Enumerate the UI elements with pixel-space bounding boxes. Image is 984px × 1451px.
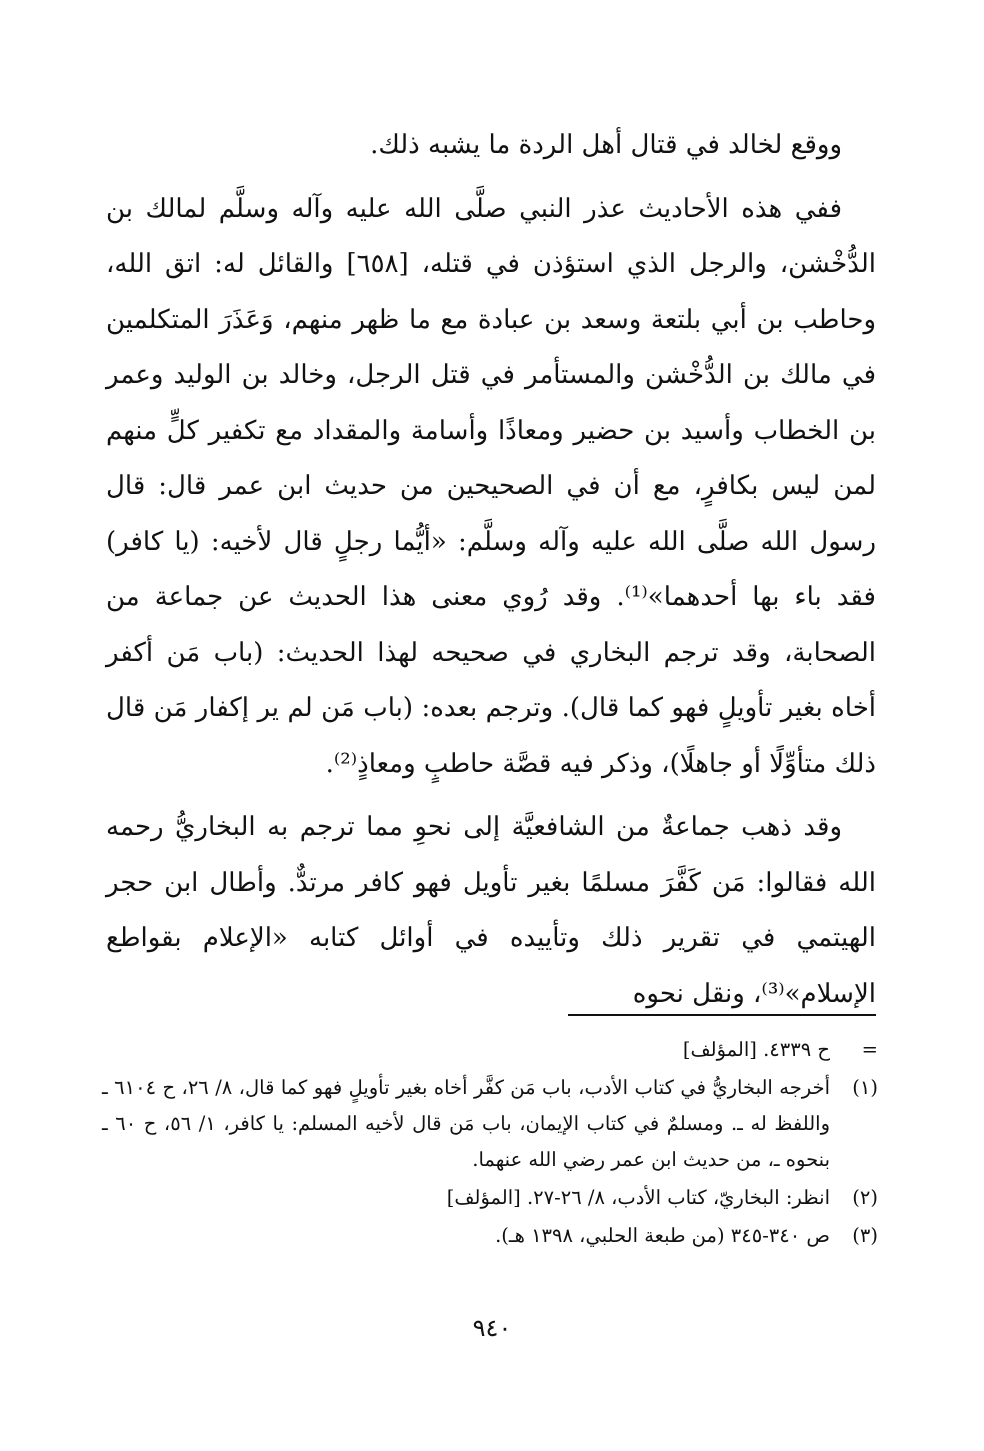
- footnote-2: [102, 1180, 878, 1216]
- paragraph-2: ففي هذه الأحاديث عذر النبي صلَّى الله عليه وآله وسلَّم لمالك بن الدُّخْشن، والرجل الذي استؤذن في قتله، [٦٥٨] والقائل له: اتق الله، وحاطب بن أبي بلتعة وسعد بن عبادة مع ما ظهر منهم، وَعَذَرَ المتكلمين في مالك بن الدُّخْشن والمستأمر في قتل الرجل، وخالد بن الوليد وعمر بن الخطاب وأسيد بن حضير ومعاذًا وأسامة والمقداد مع تكفير كلٍّ منهم لمن ليس بكافرٍ، مع أن في الصحيحين من حديث ابن عمر قال: قال رسول الله صلَّى الله عليه وآله وسلَّم: «أيُّما رجلٍ قال لأخيه: (يا كافر) فقد باء بها أحدهما»⁽¹⁾. وقد رُوي معنى هذا الحديث عن جماعة من الصحابة، وقد ترجم البخاري في صحيحه لهذا الحديث: (باب مَن أكفر أخاه بغير تأويلٍ فهو كما قال). وترجم بعده: (باب مَن لم ير إكفار مَن قال ذلك متأوِّلًا أو جاهلًا)، وذكر فيه قصَّة حاطبٍ ومعاذٍ⁽²⁾.: [106, 193, 876, 779]
- footnote-marker: (٢): [852, 1186, 878, 1209]
- page-number: ٩٤٠: [472, 1314, 512, 1342]
- footnote-text: انظر: البخاريّ، كتاب الأدب، ٨/ ٢٦-٢٧. [المؤلف]: [446, 1186, 830, 1209]
- footnote-text: أخرجه البخاريُّ في كتاب الأدب، باب مَن كفَّر أخاه بغير تأويلٍ فهو كما قال، ٨/ ٢٦، ح ٦١٠٤ ـ واللفظ له ـ. ومسلمٌ في كتاب الإيمان، باب مَن قال لأخيه المسلم: يا كافر، ١/ ٥٦، ح ٦٠ ـ بنحوه ـ، من حديث ابن عمر رضي الله عنهما.: [102, 1076, 830, 1171]
- main-text: [106, 118, 876, 1022]
- footnote-1: [102, 1070, 878, 1178]
- footnote-text: ص ٣٤٠-٣٤٥ (من طبعة الحلبي، ١٣٩٨ هـ).: [495, 1224, 830, 1247]
- footnote-continuation: [102, 1032, 878, 1068]
- footnote-marker: (١): [852, 1076, 878, 1099]
- paragraph-3: وقد ذهب جماعةٌ من الشافعيَّة إلى نحوِ مما ترجم به البخاريُّ رحمه الله فقالوا: مَن كَفَّرَ مسلمًا بغير تأويل فهو كافر مرتدٌّ. وأطال ابن حجر الهيتمي في تقرير ذلك وتأييده في أوائل كتابه «الإعلام بقواطع الإسلام»⁽³⁾، ونقل نحوه: [106, 812, 876, 1009]
- footnote-marker: (٣): [852, 1224, 878, 1247]
- footnote-text: ح ٤٣٣٩. [المؤلف]: [682, 1038, 830, 1061]
- footnote-separator: [568, 1014, 876, 1016]
- footnotes: [102, 1032, 878, 1256]
- paragraph-1: ووقع لخالد في قتال أهل الردة ما يشبه ذلك.: [370, 130, 842, 160]
- footnote-marker: =: [861, 1038, 878, 1061]
- footnote-3: [102, 1218, 878, 1254]
